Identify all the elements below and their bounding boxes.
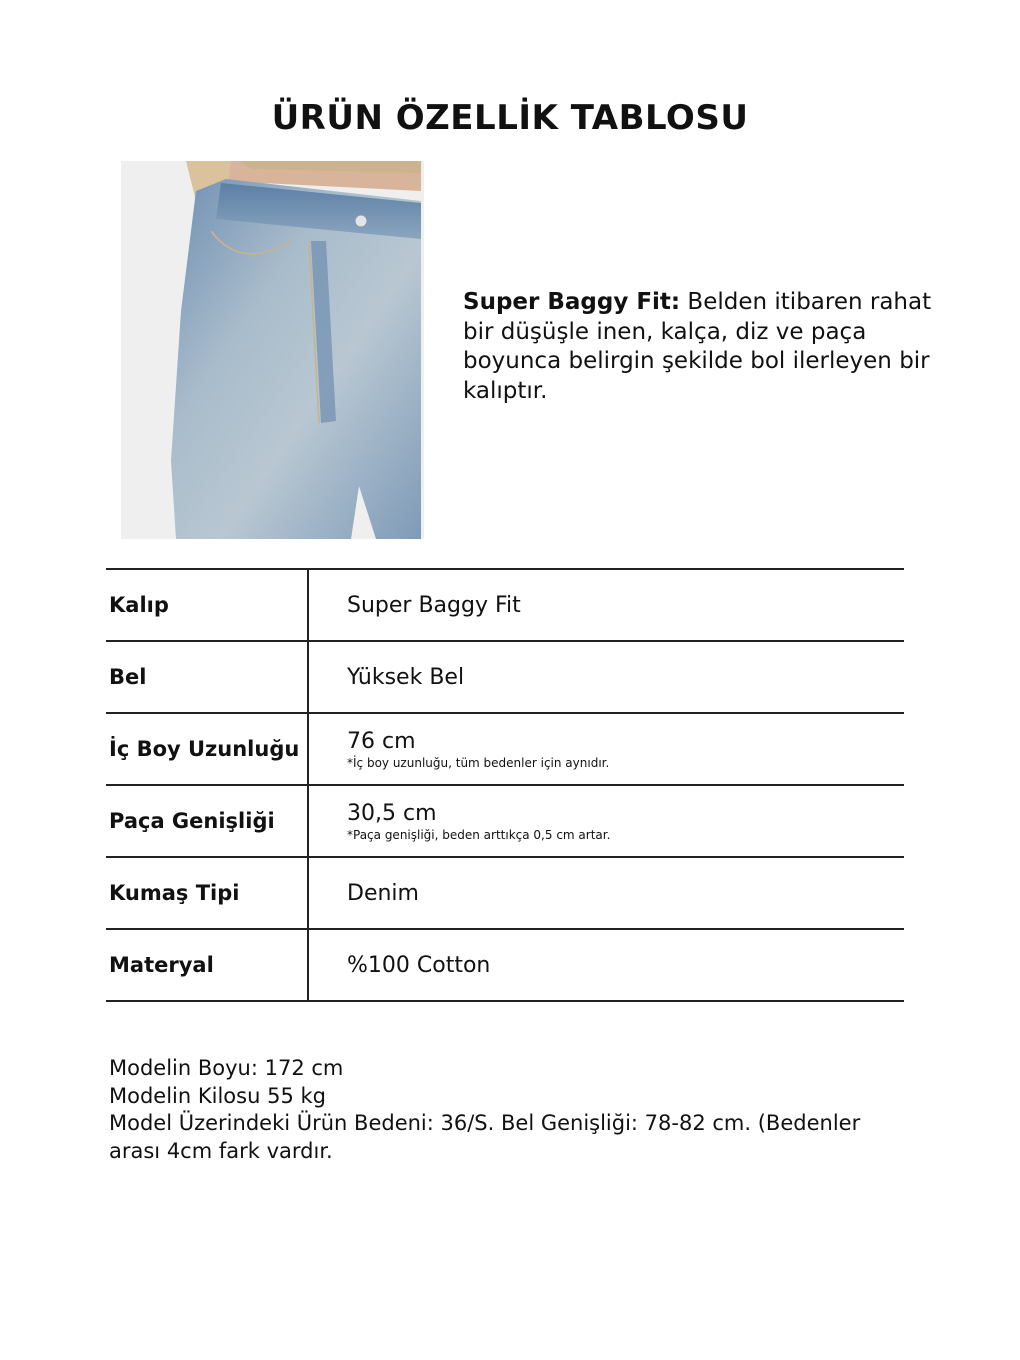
spec-note: *İç boy uzunluğu, tüm bedenler için aynıdır. [347, 755, 610, 770]
model-height: Modelin Boyu: 172 cm [109, 1056, 344, 1080]
spec-label: Materyal [109, 953, 214, 977]
spec-label: Kumaş Tipi [109, 881, 240, 905]
spec-value-text: 76 cm [347, 728, 416, 754]
spec-value-text: %100 Cotton [347, 952, 491, 978]
spec-value-text: Super Baggy Fit [347, 592, 521, 618]
spec-row-bel [106, 640, 904, 712]
spec-value [347, 858, 904, 928]
model-size: Model Üzerindeki Ürün Bedeni: 36/S. Bel Genişliği: 78-82 cm. (Bedenler arası 4cm fark vardır. [109, 1111, 861, 1163]
spec-value [347, 714, 904, 784]
spec-row-materyal [106, 928, 904, 1002]
spec-row-kumas [106, 856, 904, 928]
column-divider [307, 642, 309, 714]
spec-value [347, 786, 904, 856]
spec-value-text: Yüksek Bel [347, 664, 465, 690]
spec-row-kalip [106, 568, 904, 640]
product-image [121, 161, 424, 539]
spec-value [347, 642, 904, 712]
model-weight: Modelin Kilosu 55 kg [109, 1083, 326, 1108]
spec-label: İç Boy Uzunluğu [109, 737, 300, 761]
fit-description-text: Belden itibaren rahat bir düşüşle inen, kalça, diz ve paça boyunca belirgin şekilde bol ilerleyen bir kalıptır. [463, 289, 932, 404]
spec-value [347, 570, 904, 640]
column-divider [307, 714, 309, 786]
spec-note: *Paça genişliği, beden arttıkça 0,5 cm artar. [347, 827, 611, 842]
spec-value [347, 930, 904, 1000]
spec-value-text: Denim [347, 880, 419, 906]
column-divider [307, 786, 309, 858]
model-info [109, 1055, 899, 1165]
spec-label: Kalıp [109, 593, 169, 617]
jeans-photo-icon [121, 161, 424, 539]
spec-table [106, 568, 904, 1002]
column-divider [307, 570, 309, 642]
page-title: ÜRÜN ÖZELLİK TABLOSU [271, 98, 749, 138]
column-divider [307, 930, 309, 1002]
spec-label: Paça Genişliği [109, 809, 275, 833]
spec-value-text: 30,5 cm [347, 800, 437, 826]
spec-row-ic-boy [106, 712, 904, 784]
fit-description [463, 288, 933, 406]
column-divider [307, 858, 309, 930]
fit-description-title: Super Baggy Fit: [463, 289, 681, 315]
spec-label: Bel [109, 665, 147, 689]
spec-row-paca [106, 784, 904, 856]
